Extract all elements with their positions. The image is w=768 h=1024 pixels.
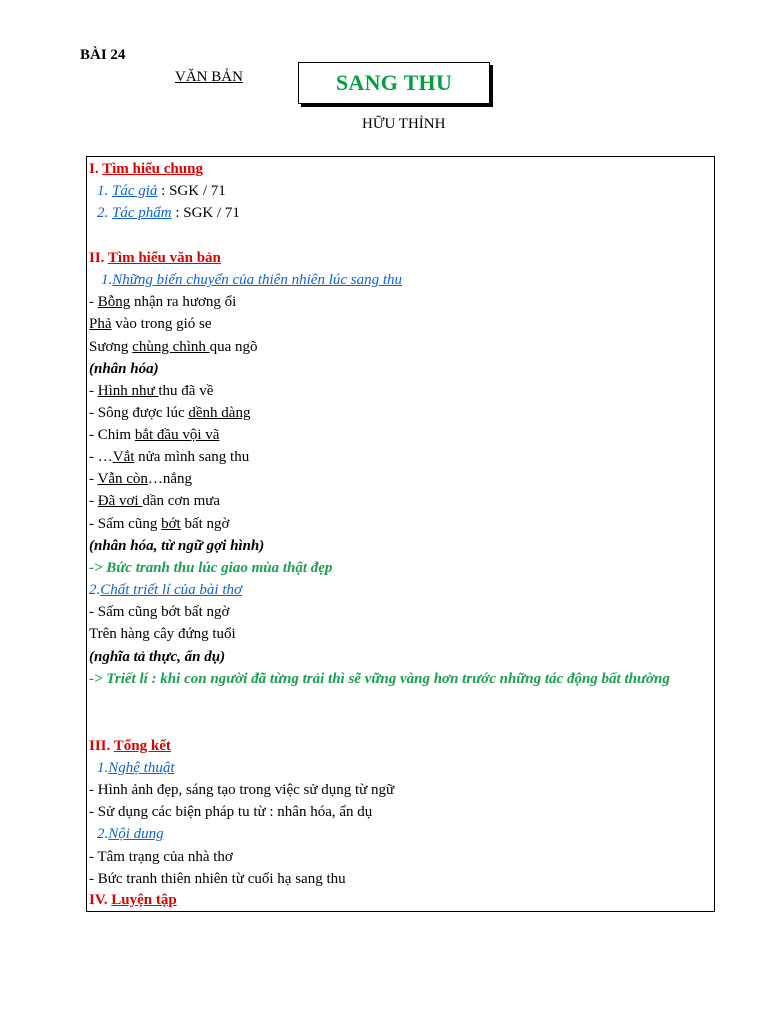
item-author: 1. Tác giả : SGK / 71	[97, 183, 226, 199]
line-2: Phả vào trong gió se	[89, 316, 212, 332]
section-1-heading: I. Tìm hiểu chung	[89, 161, 203, 177]
note-3: (nghĩa tả thực, ẩn dụ)	[89, 649, 226, 665]
line-15: - Tâm trạng của nhà thơ	[89, 849, 233, 865]
line-7: - …Vắt nửa mình sang thu	[89, 449, 250, 465]
lesson-number: BÀI 24	[80, 47, 126, 63]
line-10: - Sấm cũng bớt bất ngờ	[89, 516, 230, 532]
conclusion-1: -> Bức tranh thu lúc giao mùa thật đẹp	[89, 560, 333, 576]
note-2: (nhân hóa, từ ngữ gợi hình)	[89, 538, 265, 554]
content-box	[86, 156, 715, 912]
subsection-3-1-heading: 1.Nghệ thuật	[97, 760, 175, 776]
subsection-2-2-heading: 2.Chất triết lí của bài thơ	[89, 582, 243, 598]
line-9: - Đã vơi dần cơn mưa	[89, 493, 221, 509]
section-4-heading: IV. Luyện tập	[89, 892, 177, 908]
line-13: - Hình ảnh đẹp, sáng tạo trong việc sử dụng từ ngữ	[89, 782, 395, 798]
subsection-3-2-heading: 2.Nội dung	[97, 826, 164, 842]
author-name: HỮU THỈNH	[362, 116, 446, 132]
line-3: Sương chùng chình qua ngõ	[89, 339, 258, 355]
line-14: - Sử dụng các biện pháp tu từ : nhân hóa, ẩn dụ	[89, 804, 373, 820]
line-11: - Sấm cũng bớt bất ngờ	[89, 604, 230, 620]
genre-label: VĂN BẢN	[175, 69, 243, 85]
line-12: Trên hàng cây đứng tuổi	[89, 626, 236, 642]
line-4: - Hình như thu đã về	[89, 383, 214, 399]
section-3-heading: III. Tổng kết	[89, 738, 171, 754]
line-1: - Bỗng nhận ra hương ổi	[89, 294, 237, 310]
line-6: - Chim bắt đầu vội vã	[89, 427, 220, 443]
poem-title: SANG THU	[335, 70, 453, 95]
title-box	[298, 62, 490, 104]
line-16: - Bức tranh thiên nhiên từ cuối hạ sang thu	[89, 871, 346, 887]
item-work: 2. Tác phẩm : SGK / 71	[97, 205, 240, 221]
subsection-2-1-heading: 1.Những biến chuyển của thiên nhiên lúc sang thu	[101, 272, 403, 288]
conclusion-2: -> Triết lí : khi con người đã từng trải thì sẽ vững vàng hơn trước những tác động bất thường	[89, 671, 670, 687]
section-2-heading: II. Tìm hiểu văn bản	[89, 250, 221, 266]
note-1: (nhân hóa)	[89, 361, 159, 377]
line-5: - Sông được lúc dềnh dàng	[89, 405, 251, 421]
line-8: - Vẫn còn…nắng	[89, 471, 193, 487]
